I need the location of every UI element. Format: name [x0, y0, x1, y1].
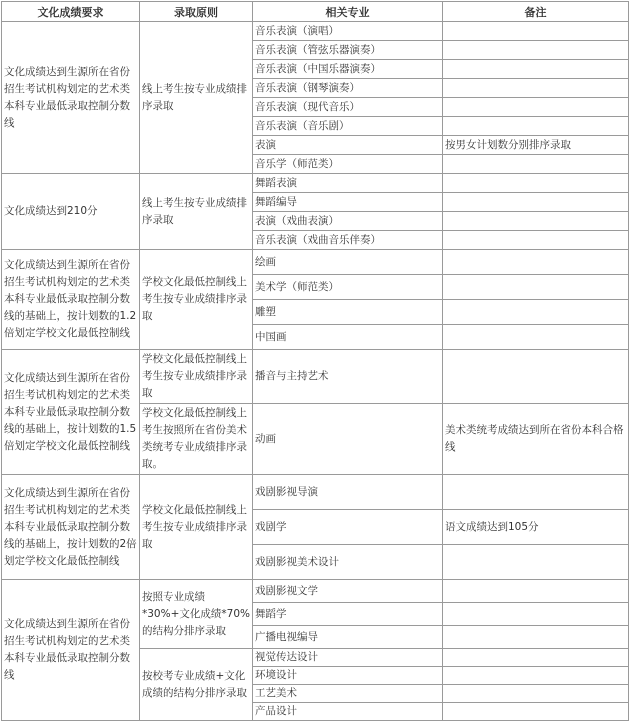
note-cell [443, 545, 629, 580]
major-cell: 音乐表演（戏曲音乐伴奏） [253, 231, 443, 250]
major-cell: 绘画 [253, 250, 443, 275]
note-cell [443, 193, 629, 212]
note-cell [443, 174, 629, 193]
note-cell [443, 300, 629, 325]
requirement-cell: 文化成绩达到生源所在省份招生考试机构划定的艺术类本科专业最低录取控制分数线的基础上，按计划数的1.5倍划定学校文化最低控制线 [2, 350, 140, 475]
major-cell: 中国画 [253, 325, 443, 350]
note-cell [443, 231, 629, 250]
major-cell: 音乐表演（现代音乐） [253, 98, 443, 117]
major-cell: 音乐学（师范类） [253, 155, 443, 174]
table-row [2, 580, 629, 603]
note-cell [443, 325, 629, 350]
note-cell [443, 475, 629, 510]
note-cell [443, 41, 629, 60]
major-cell: 戏剧影视导演 [253, 475, 443, 510]
requirement-cell: 文化成绩达到生源所在省份招生考试机构划定的艺术类本科专业最低录取控制分数线的基础上，按计划数的1.2倍划定学校文化最低控制线 [2, 250, 140, 350]
principle-cell: 按校考专业成绩+文化成绩的结构分排序录取 [140, 649, 253, 721]
major-cell: 广播电视编导 [253, 626, 443, 649]
note-cell [443, 685, 629, 703]
header-note: 备注 [443, 2, 629, 22]
major-cell: 表演（戏曲表演） [253, 212, 443, 231]
principle-cell: 学校文化最低控制线上考生按专业成绩排序录取 [140, 475, 253, 580]
principle-cell: 按照专业成绩*30%+文化成绩*70%的结构分排序录取 [140, 580, 253, 649]
note-cell: 按男女计划数分别排序录取 [443, 136, 629, 155]
major-cell: 音乐表演（演唱） [253, 22, 443, 41]
note-cell [443, 60, 629, 79]
major-cell: 戏剧影视文学 [253, 580, 443, 603]
note-cell [443, 79, 629, 98]
major-cell: 音乐表演（钢琴演奏） [253, 79, 443, 98]
admission-table [1, 1, 629, 721]
major-cell: 表演 [253, 136, 443, 155]
note-cell: 语文成绩达到105分 [443, 510, 629, 545]
note-cell [443, 275, 629, 300]
note-cell [443, 667, 629, 685]
header-principle: 录取原则 [140, 2, 253, 22]
major-cell: 音乐表演（音乐剧） [253, 117, 443, 136]
major-cell: 美术学（师范类） [253, 275, 443, 300]
note-cell [443, 580, 629, 603]
table-row [2, 22, 629, 41]
note-cell: 美术类统考成绩达到所在省份本科合格线 [443, 404, 629, 475]
note-cell [443, 626, 629, 649]
major-cell: 环境设计 [253, 667, 443, 685]
note-cell [443, 649, 629, 667]
note-cell [443, 155, 629, 174]
major-cell: 舞蹈编导 [253, 193, 443, 212]
table-row [2, 250, 629, 275]
major-cell: 播音与主持艺术 [253, 350, 443, 404]
principle-cell: 线上考生按专业成绩排序录取 [140, 174, 253, 250]
note-cell [443, 250, 629, 275]
requirement-cell: 文化成绩达到210分 [2, 174, 140, 250]
header-row [2, 2, 629, 22]
major-cell: 戏剧影视美术设计 [253, 545, 443, 580]
note-cell [443, 603, 629, 626]
major-cell: 视觉传达设计 [253, 649, 443, 667]
principle-cell: 学校文化最低控制线上考生按照所在省份美术类统考专业成绩排序录取。 [140, 404, 253, 475]
major-cell: 工艺美术 [253, 685, 443, 703]
header-requirement: 文化成绩要求 [2, 2, 140, 22]
principle-cell: 学校文化最低控制线上考生按专业成绩排序录取 [140, 250, 253, 350]
table-row [2, 475, 629, 510]
major-cell: 舞蹈学 [253, 603, 443, 626]
header-major: 相关专业 [253, 2, 443, 22]
note-cell [443, 350, 629, 404]
note-cell [443, 212, 629, 231]
note-cell [443, 98, 629, 117]
major-cell: 雕塑 [253, 300, 443, 325]
major-cell: 产品设计 [253, 703, 443, 721]
major-cell: 动画 [253, 404, 443, 475]
principle-cell: 学校文化最低控制线上考生按专业成绩排序录取 [140, 350, 253, 404]
table-row [2, 174, 629, 193]
major-cell: 舞蹈表演 [253, 174, 443, 193]
requirement-cell: 文化成绩达到生源所在省份招生考试机构划定的艺术类本科专业最低录取控制分数线 [2, 22, 140, 174]
note-cell [443, 117, 629, 136]
note-cell [443, 703, 629, 721]
principle-cell: 线上考生按专业成绩排序录取 [140, 22, 253, 174]
major-cell: 戏剧学 [253, 510, 443, 545]
table-row [2, 350, 629, 404]
requirement-cell: 文化成绩达到生源所在省份招生考试机构划定的艺术类本科专业最低录取控制分数线 [2, 580, 140, 721]
requirement-cell: 文化成绩达到生源所在省份招生考试机构划定的艺术类本科专业最低录取控制分数线的基础上，按计划数的2倍划定学校文化最低控制线 [2, 475, 140, 580]
note-cell [443, 22, 629, 41]
major-cell: 音乐表演（中国乐器演奏） [253, 60, 443, 79]
major-cell: 音乐表演（管弦乐器演奏） [253, 41, 443, 60]
